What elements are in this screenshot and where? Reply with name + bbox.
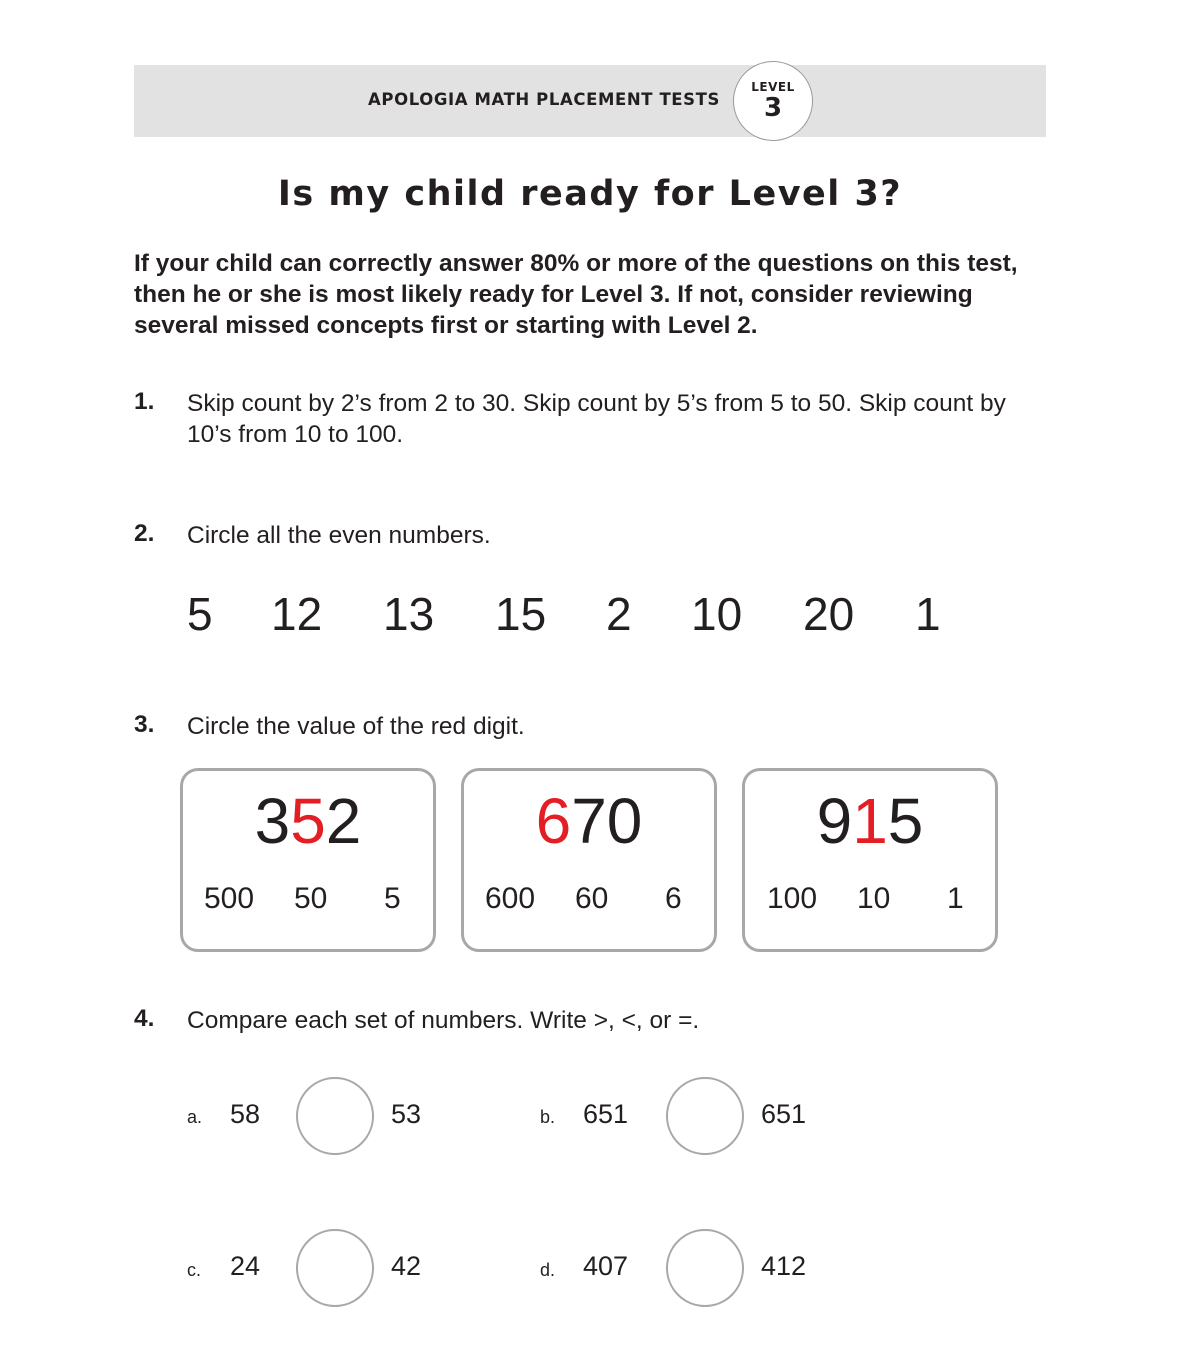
page-title: Is my child ready for Level 3? (277, 174, 903, 214)
question-3-number: 3. (134, 711, 155, 738)
comparison-answer-circle[interactable] (666, 1077, 744, 1155)
comparison-letter: d. (540, 1260, 556, 1280)
question-4-number: 4. (134, 1005, 155, 1032)
place-value-option[interactable]: 6 (665, 882, 682, 915)
comparison-answer-circle[interactable] (666, 1229, 744, 1307)
even-number-option[interactable]: 13 (383, 588, 435, 640)
comparison-letter: b. (540, 1107, 556, 1127)
digit: 9 (816, 785, 853, 857)
place-value-option[interactable]: 500 (204, 882, 255, 915)
comparison-answer-circle[interactable] (296, 1229, 374, 1307)
place-value-option[interactable]: 50 (294, 882, 328, 915)
place-value-card (461, 768, 717, 952)
question-3-text: Circle the value of the red digit. (187, 713, 525, 740)
comparison-left-value: 58 (230, 1099, 261, 1129)
place-value-option[interactable]: 60 (575, 882, 609, 915)
question-4-text: Compare each set of numbers. Write >, <, or =. (187, 1007, 700, 1034)
place-value-card (742, 768, 998, 952)
comparison-right-value: 42 (391, 1251, 422, 1281)
even-number-option[interactable]: 2 (606, 588, 632, 640)
even-number-option[interactable]: 12 (271, 588, 323, 640)
comparison-answer-circle[interactable] (296, 1077, 374, 1155)
digit: 2 (325, 785, 362, 857)
comparison-left-value: 24 (230, 1251, 261, 1281)
red-digit: 6 (535, 785, 572, 857)
comparison-letter: c. (187, 1260, 202, 1280)
even-number-option[interactable]: 5 (187, 588, 213, 640)
question-1-text: Skip count by 2’s from 2 to 30. Skip count by 5’s from 5 to 50. Skip count by 10’s from 10 to 100. (187, 390, 1006, 448)
level-number: 3 (763, 93, 783, 123)
comparison-left-value: 651 (583, 1099, 629, 1129)
comparison-right-value: 53 (391, 1099, 422, 1129)
comparison-letter: a. (187, 1107, 203, 1127)
digit: 3 (254, 785, 291, 857)
place-value-option[interactable]: 1 (947, 882, 964, 915)
place-value-option[interactable]: 10 (857, 882, 891, 915)
question-2-text: Circle all the even numbers. (187, 522, 491, 549)
even-number-option[interactable]: 15 (495, 588, 547, 640)
question-1-number: 1. (134, 388, 155, 415)
header-title: APOLOGIA MATH PLACEMENT TESTS (368, 90, 720, 109)
place-value-number (183, 785, 433, 857)
comparison-right-value: 651 (761, 1099, 807, 1129)
digit: 70 (571, 785, 643, 857)
intro-text: If your child can correctly answer 80% or more of the questions on this test, then he or she is most likely ready for Level 3. If not, consider reviewing several missed concepts first or starting with Level 2. (134, 250, 1018, 339)
even-number-option[interactable]: 20 (803, 588, 855, 640)
place-value-number (745, 785, 995, 857)
digit: 5 (887, 785, 924, 857)
question-2-number: 2. (134, 520, 155, 547)
comparison-left-value: 407 (583, 1251, 629, 1281)
red-digit: 5 (290, 785, 326, 857)
comparison-right-value: 412 (761, 1251, 807, 1281)
place-value-option[interactable]: 600 (485, 882, 536, 915)
place-value-option[interactable]: 5 (384, 882, 401, 915)
even-number-option[interactable]: 10 (691, 588, 743, 640)
place-value-number (464, 785, 714, 857)
place-value-option[interactable]: 100 (767, 882, 818, 915)
level-label: LEVEL (751, 80, 795, 94)
even-number-option[interactable]: 1 (915, 588, 941, 640)
red-digit: 1 (852, 785, 888, 857)
level-badge (733, 61, 813, 141)
place-value-card (180, 768, 436, 952)
